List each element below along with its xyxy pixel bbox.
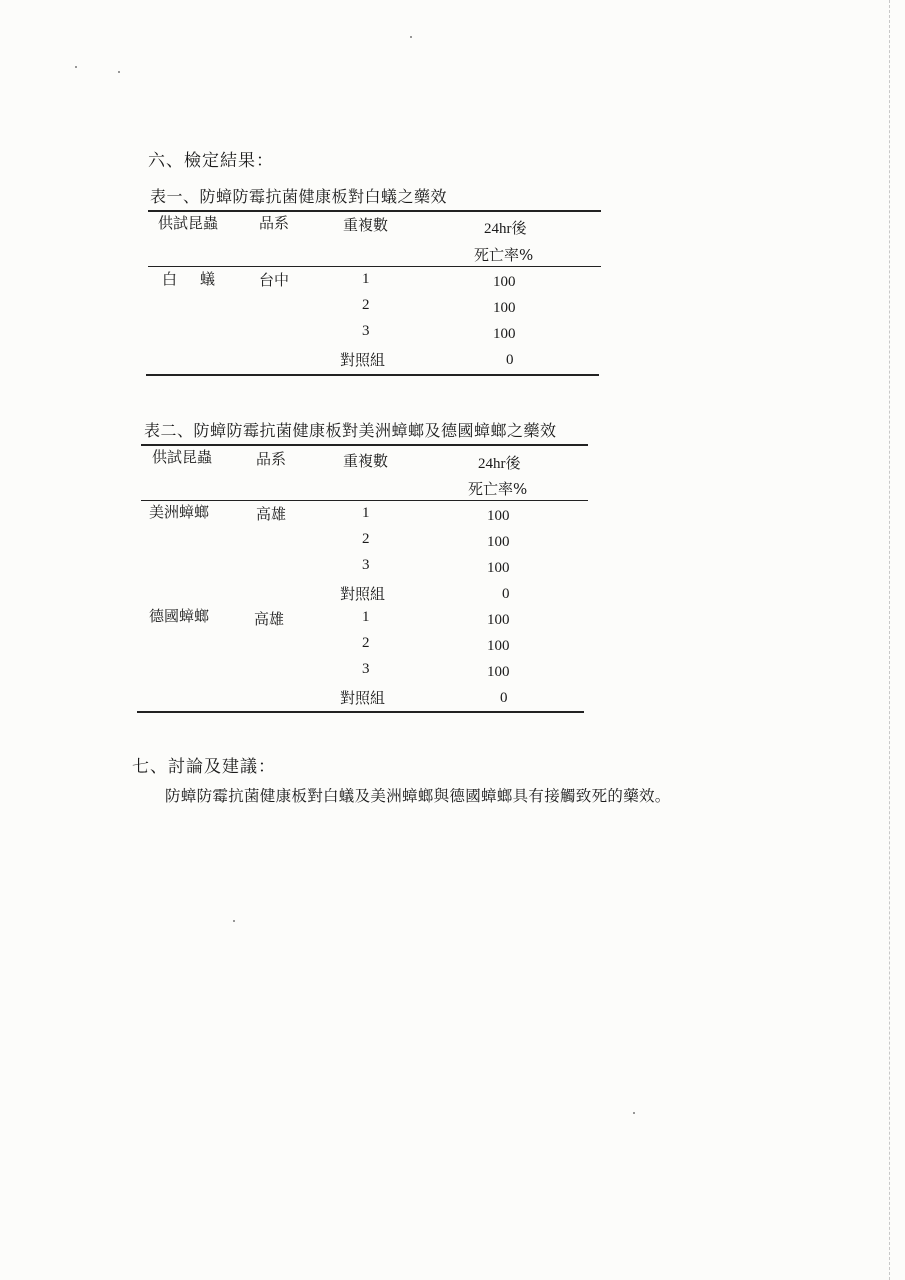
table1-row1-insect: 白 蟻 xyxy=(162,270,220,288)
table1-bottom-rule xyxy=(146,374,599,376)
scan-speck xyxy=(410,36,412,38)
table2-row1-insect: 美洲蟑螂 xyxy=(149,503,210,521)
table2-row1-replicate: 1 xyxy=(362,505,370,521)
table2-row5-strain: 高雄 xyxy=(254,610,285,628)
table1-header-rule xyxy=(148,266,601,267)
table1-header-mortality-line2: 死亡率% xyxy=(474,246,534,264)
table1-row2-mortality: 100 xyxy=(493,300,516,316)
scan-speck xyxy=(75,66,77,68)
table2-header-mortality-line1: 24hr後 xyxy=(478,456,521,472)
table1-row3-replicate: 3 xyxy=(362,323,370,339)
table2-row3-mortality: 100 xyxy=(487,560,510,576)
table2-row2-replicate: 2 xyxy=(362,531,370,547)
table1-row2-replicate: 2 xyxy=(362,297,370,313)
table1-row1-mortality: 100 xyxy=(493,274,516,290)
table2-header-replicate: 重複數 xyxy=(343,452,389,470)
table2-row6-replicate: 2 xyxy=(362,635,370,651)
table1-row3-mortality: 100 xyxy=(493,326,516,342)
table2-row1-mortality: 100 xyxy=(487,508,510,524)
table1-row1-strain: 台中 xyxy=(259,271,290,289)
table1-header-replicate: 重複數 xyxy=(343,216,389,234)
table2-row7-mortality: 100 xyxy=(487,664,510,680)
table1-header-mortality-line1: 24hr後 xyxy=(484,221,527,237)
section7-title: 七、討論及建議： xyxy=(132,757,276,777)
table2-row8-mortality: 0 xyxy=(500,690,508,706)
table2-row5-insect: 德國蟑螂 xyxy=(149,607,210,625)
table2-caption: 表二、防蟑防霉抗菌健康板對美洲蟑螂及德國蟑螂之藥效 xyxy=(144,421,557,440)
table2-row1-strain: 高雄 xyxy=(256,505,287,523)
table2-row5-mortality: 100 xyxy=(487,612,510,628)
table1-row4-mortality: 0 xyxy=(506,352,514,368)
scan-speck xyxy=(233,920,235,922)
table2-row5-replicate: 1 xyxy=(362,609,370,625)
scan-speck xyxy=(633,1112,635,1114)
table2-row6-mortality: 100 xyxy=(487,638,510,654)
table2-bottom-rule xyxy=(137,711,584,713)
table2-row2-mortality: 100 xyxy=(487,534,510,550)
table2-header-insect: 供試昆蟲 xyxy=(152,448,213,466)
section6-title: 六、檢定結果： xyxy=(148,151,274,171)
table2-row4-mortality: 0 xyxy=(502,586,510,602)
table1-row1-replicate: 1 xyxy=(362,271,370,287)
table1-header-strain: 品系 xyxy=(259,214,290,232)
table2-header-strain: 品系 xyxy=(256,450,287,468)
table2-row8-replicate: 對照組 xyxy=(340,689,386,707)
table1-caption: 表一、防蟑防霉抗菌健康板對白蟻之藥效 xyxy=(150,187,448,206)
table2-header-mortality-line2: 死亡率% xyxy=(468,480,528,498)
section7-body: 防蟑防霉抗菌健康板對白蟻及美洲蟑螂與德國蟑螂具有接觸致死的藥效。 xyxy=(165,787,671,805)
table2-row4-replicate: 對照組 xyxy=(340,585,386,603)
scan-speck xyxy=(118,71,120,73)
scan-edge-line xyxy=(889,0,891,1280)
table1-header-insect: 供試昆蟲 xyxy=(158,214,219,232)
table2-row7-replicate: 3 xyxy=(362,661,370,677)
table1-row4-replicate: 對照組 xyxy=(340,351,386,369)
table2-row3-replicate: 3 xyxy=(362,557,370,573)
